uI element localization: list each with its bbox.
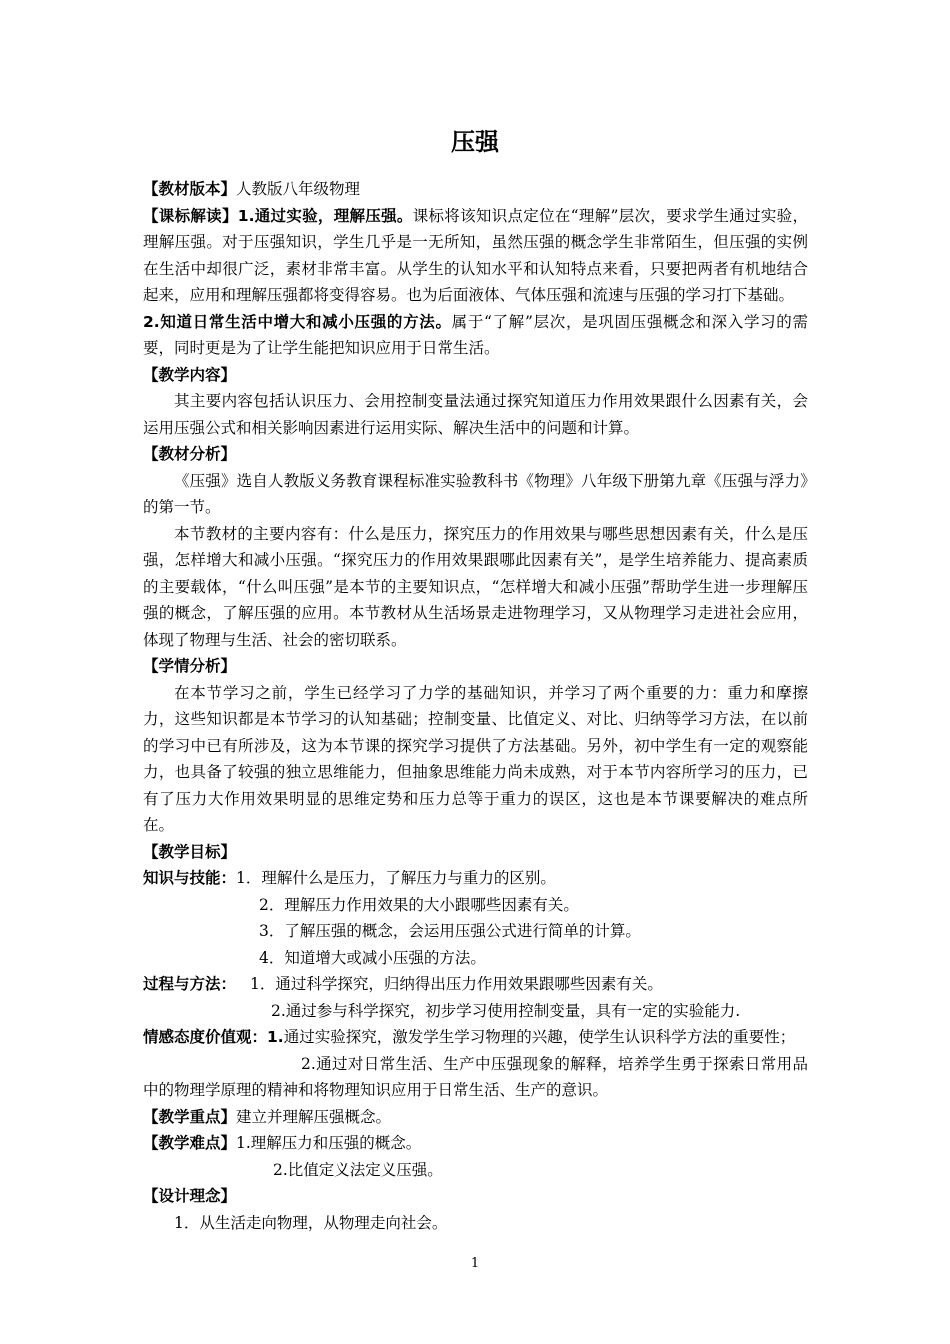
material-paragraph-1: 《压强》选自人教版义务教育课程标准实验教科书《物理》八年级下册第九章《压强与浮力》的第一节。 [143,471,808,516]
design-heading: 【设计理念】 [143,1187,237,1205]
focus-line [143,1104,808,1131]
difficulty-item: 1.理解压力和压强的概念。 [236,1134,422,1152]
standard-point2 [143,309,808,362]
material-heading: 【教材分析】 [143,445,237,463]
standard-point1-text: 课标将该知识点定位在“理解”层次，要求学生通过实验，理解压强。对于压强知识，学生几乎是一无所知，虽然压强的概念学生非常陌生，但压强的实例在生活中却很广泛，素材非常丰富。从学生的认知水平和认知特点来看，只要把两者有机地结合起来，应用和理解压强都将变得容易。也为后面液体、气体压强和流速与压强的学习打下基础。 [143,206,808,304]
page-title: 压强 [451,128,499,156]
process-item: 2.通过参与科学探究，初步学习使用控制变量，具有一定的实验能力. [271,1001,741,1020]
difficulty-label: 【教学难点】 [143,1134,237,1152]
emotion-item1-text: 通过实验探究，激发学生学习物理的兴趣，使学生认识科学方法的重要性； [283,1028,796,1046]
page-number: 1 [470,1256,480,1271]
edition-label: 【教材版本】 [143,180,237,198]
emotion-item1-number: 1. [267,1028,284,1046]
standard-point2-title: 2.知道日常生活中增大和减小压强的方法。 [143,312,452,331]
students-paragraph: 在本节学习之前，学生已经学习了力学的基础知识，并学习了两个重要的力：重力和摩擦力，这些知识都是本节学习的认知基础；控制变量、比值定义、对比、归纳等学习方法，在以前的学习中已有所涉及，这为本节课的探究学习提供了方法基础。另外，初中学生有一定的观察能力，也具备了较强的独立思维能力，但抽象思维能力尚未成熟，对于本节内容所学习的压力，已有了压力大作用效果明显的思维定势和压力总等于重力的误区，这也是本节课要解决的难点所在。 [143,683,808,834]
emotion-label: 情感态度价值观： [143,1028,268,1046]
knowledge-label: 知识与技能： [143,869,237,887]
edition-line [143,176,808,203]
focus-label: 【教学重点】 [143,1107,237,1126]
material-paragraph-2: 本节教材的主要内容有：什么是压力，探究压力的作用效果与哪些思想因素有关，什么是压强，怎样增大和减小压强。“探究压力的作用效果跟哪此因素有关”，是学生培养能力、提高素质的主要载体，“什么叫压强”是本节的主要知识点，“怎样增大和减小压强”帮助学生进一步理解压强的概念，了解压强的应用。本节教材从生活场景走进物理学习，又从物理学习走进社会应用，体现了物理与生活、社会的密切联系。 [143,524,808,649]
knowledge-item: 4．知道增大或减小压强的方法。 [259,948,486,967]
knowledge-item: 2．理解压力作用效果的大小跟哪些因素有关。 [259,895,579,914]
content-heading: 【教学内容】 [143,365,237,384]
goals-heading: 【教学目标】 [143,842,237,861]
document-body [143,176,808,1236]
standard-point1-title: 1.通过实验，理解压强。 [237,206,413,225]
standard-point1 [143,203,808,309]
process-label: 过程与方法： [143,975,237,993]
difficulty-item: 2.比值定义法定义压强。 [273,1160,443,1179]
process-line-1 [143,971,808,998]
process-item: 1．通过科学探究，归纳得出压力作用效果跟哪些因素有关。 [250,975,663,993]
knowledge-item: 3．了解压强的概念，会运用压强公式进行简单的计算。 [259,922,641,940]
design-item: 1．从生活走向物理，从物理走向社会。 [174,1213,448,1232]
content-paragraph: 其主要内容包括认识压力、会用控制变量法通过探究知道压力作用效果跟什么因素有关，会运用压强公式和相关影响因素进行运用实际、解决生活中的问题和计算。 [143,392,808,437]
emotion-item: 2.通过对日常生活、生产中压强现象的解释，培养学生勇于探索日常用品中的物理学原理的精神和将物理知识应用于日常生活、生产的意识。 [143,1054,808,1099]
knowledge-item: 1．理解什么是压力，了解压力与重力的区别。 [236,869,556,887]
knowledge-line-1 [143,865,808,892]
focus-text: 建立并理解压强概念。 [236,1107,392,1126]
students-heading: 【学情分析】 [143,657,237,675]
standard-label: 【课标解读】 [143,206,238,225]
emotion-line-1 [143,1024,808,1051]
edition-value: 人教版八年级物理 [236,180,361,198]
standard-point2-text: 属于“了解”层次，是巩固压强概念和深入学习的需要，同时更是为了让学生能把知识应用于日常生活。 [143,312,808,357]
difficulty-line-1 [143,1130,808,1157]
